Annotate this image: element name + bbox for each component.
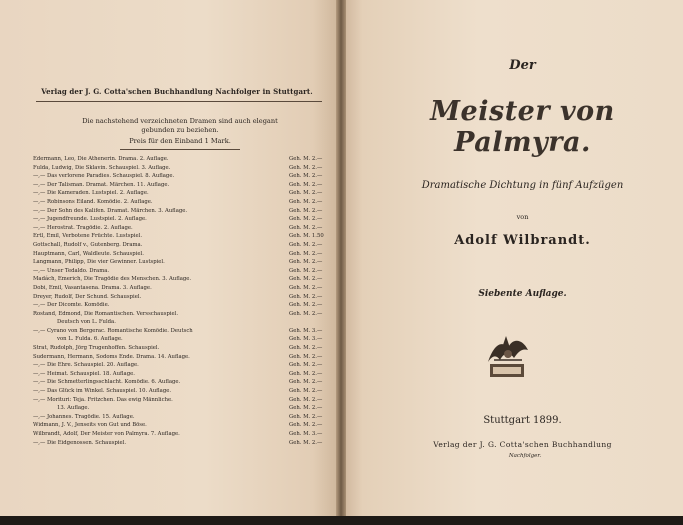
catalog-price: Geh. M. 2.—: [289, 250, 323, 257]
catalog-row: [33, 250, 333, 259]
catalog-price: Geh. M. 2.—: [289, 181, 323, 188]
catalog-entry: —,— Der Talisman. Dramat. Märchen. 11. Auflage.: [33, 181, 170, 188]
intro-line-1: Die nachstehend verzeichneten Dramen sind auch elegant: [82, 117, 278, 125]
catalog-row: [33, 198, 333, 207]
price-rule: [120, 149, 240, 150]
author-name: Adolf Wilbrandt.: [454, 233, 591, 248]
by-line: von: [516, 213, 529, 221]
catalog-price: Geh. M. 2.—: [289, 302, 323, 309]
catalog-price: Geh. M. 2.—: [289, 173, 323, 180]
catalog-entry: —,— Heimat. Schauspiel. 18. Auflage.: [33, 370, 135, 377]
catalog-row: [33, 241, 333, 250]
catalog-row: [33, 155, 333, 164]
catalog-entry: Sudermann, Hermann, Sodoms Ende. Drama. 14. Auflage.: [33, 353, 190, 360]
catalog-entry: —,— Das Glück im Winkel. Schauspiel. 10. Auflage.: [33, 388, 172, 395]
catalog-price: Geh. M. 3.—: [289, 327, 323, 334]
catalog-row: [33, 258, 333, 267]
catalog-price: Geh. M. 2.—: [289, 310, 323, 317]
catalog-row: [33, 396, 333, 405]
catalog-price: Geh. M. 2.—: [289, 241, 323, 248]
catalog-row: [33, 181, 333, 190]
catalog-list: [33, 155, 333, 447]
catalog-price: Geh. M. 2.—: [289, 164, 323, 171]
catalog-entry: —,— Die Kameraden. Lustspiel. 2. Auflage.: [33, 190, 149, 197]
catalog-row: [33, 413, 333, 422]
catalog-row: [33, 293, 333, 302]
catalog-price: Geh. M. 1.50: [289, 233, 324, 240]
catalog-entry: Langmann, Philipp, Die vier Gewinner. Lustspiel.: [33, 259, 165, 266]
catalog-price: Geh. M. 2.—: [289, 439, 323, 446]
catalog-price: Geh. M. 2.—: [289, 267, 323, 274]
catalog-row: [33, 327, 333, 336]
catalog-row: [33, 430, 333, 439]
catalog-row: [33, 207, 333, 216]
catalog-row: [33, 301, 333, 310]
catalog-row: [33, 361, 333, 370]
title-article: Der: [509, 58, 536, 73]
catalog-entry: —,— Morituri: Teja. Fritzchen. Das ewig Männliche.: [33, 396, 173, 403]
edition-statement: Siebente Auflage.: [478, 289, 567, 299]
catalog-price: Geh. M. 2.—: [289, 345, 323, 352]
catalog-row: [33, 189, 333, 198]
catalog-row: [33, 344, 333, 353]
catalog-row: [33, 439, 333, 448]
catalog-entry: —,— Die Schmetterlingsschlacht. Komödie. 6. Auflage.: [33, 379, 181, 386]
catalog-price: Geh. M. 2.—: [289, 293, 323, 300]
publisher-emblem-icon: [484, 334, 532, 380]
catalog-price: Geh. M. 2.—: [289, 388, 323, 395]
catalog-entry: Hauptmann, Carl, Waldleute. Schauspiel.: [33, 250, 144, 257]
catalog-entry: 13. Auflage.: [57, 405, 90, 412]
catalog-entry: —,— Jugendfreunde. Lustspiel. 2. Auflage.: [33, 216, 147, 223]
catalog-entry: —,— Der Sohn des Kalifen. Dramat. Märchen. 3. Auflage.: [33, 207, 188, 214]
catalog-price: Geh. M. 2.—: [289, 284, 323, 291]
catalog-entry: —,— Unser Tedaldo. Drama.: [33, 267, 110, 274]
catalog-price: Geh. M. 2.—: [289, 207, 323, 214]
catalog-entry: Rostand, Edmond, Die Romantischen. Versschauspiel.: [33, 310, 179, 317]
bottom-edge: [0, 516, 683, 525]
catalog-row: [33, 353, 333, 362]
book-spine: [336, 0, 346, 525]
city-year: Stuttgart 1899.: [483, 415, 562, 426]
catalog-price: Geh. M. 2.—: [289, 259, 323, 266]
catalog-entry: —,— Robinsons Eiland. Komödie. 2. Auflage.: [33, 198, 153, 205]
catalog-price: Geh. M. 2.—: [289, 422, 323, 429]
publisher-imprint: Verlag der J. G. Cotta'schen Buchhandlung: [433, 440, 612, 449]
publisher-successor: Nachfolger.: [508, 453, 542, 459]
catalog-row: [33, 318, 333, 327]
catalog-row: [33, 275, 333, 284]
catalog-entry: —,— Johannes. Tragödie. 15. Auflage.: [33, 413, 135, 420]
catalog-entry: Dobi, Emil, Vasantasena. Drama. 3. Auflage.: [33, 284, 152, 291]
intro-line-2: gebunden zu beziehen.: [141, 126, 219, 134]
catalog-entry: Madách, Emerich, Die Tragödie des Menschen. 3. Auflage.: [33, 276, 192, 283]
book-subtitle: Dramatische Dichtung in fünf Aufzügen: [421, 180, 624, 191]
catalog-price: Geh. M. 2.—: [289, 190, 323, 197]
publisher-header: Verlag der J. G. Cotta'schen Buchhandlung Nachfolger in Stuttgart.: [41, 87, 313, 96]
catalog-price: Geh. M. 2.—: [289, 198, 323, 205]
catalog-row: [33, 370, 333, 379]
binding-price-note: Preis für den Einband 1 Mark.: [129, 137, 231, 145]
catalog-entry: Edermann, Leo, Die Athenerin. Drama. 2. Auflage.: [33, 156, 169, 162]
book-title: Meister von Palmyra.: [430, 96, 615, 158]
catalog-row: [33, 224, 333, 233]
catalog-row: [33, 267, 333, 276]
catalog-entry: von L. Fulda. 6. Auflage.: [57, 336, 123, 343]
catalog-entry: Fulda, Ludwig, Die Sklavin. Schauspiel. 3. Auflage.: [33, 164, 171, 171]
catalog-entry: —,— Herostrat. Tragödie. 2. Auflage.: [33, 224, 133, 231]
catalog-price: Geh. M. 2.—: [289, 396, 323, 403]
catalog-entry: Wilbrandt, Adolf, Der Meister von Palmyra. 7. Auflage.: [33, 431, 180, 437]
catalog-row: [33, 310, 333, 319]
catalog-price: Geh. M. 3.—: [289, 431, 323, 437]
catalog-row: [33, 335, 333, 344]
catalog-entry: Ertl, Emil, Verbotene Früchte. Lustspiel.: [33, 233, 143, 240]
catalog-row: [33, 232, 333, 241]
catalog-entry: Strat, Rudolph, Jörg Trugenhoffen. Schauspiel.: [33, 345, 160, 352]
catalog-row: [33, 164, 333, 173]
catalog-price: Geh. M. 2.—: [289, 216, 323, 223]
catalog-price: Geh. M. 2.—: [289, 370, 323, 377]
catalog-price: Geh. M. 2.—: [289, 276, 323, 283]
header-rule: [36, 101, 322, 102]
catalog-entry: —,— Die Eidgenossen. Schauspiel.: [33, 439, 127, 446]
catalog-price: Geh. M. 2.—: [289, 353, 323, 360]
catalog-price: Geh. M. 2.—: [289, 224, 323, 231]
catalog-entry: —,— Cyrano von Bergerac. Romantische Komödie. Deutsch: [33, 327, 193, 334]
catalog-entry: —,— Das verlorene Paradies. Schauspiel. 8. Auflage.: [33, 173, 175, 180]
catalog-row: [33, 421, 333, 430]
catalog-row: [33, 172, 333, 181]
catalog-row: [33, 404, 333, 413]
catalog-entry: Dreyer, Rudolf, Der Schund. Schauspiel.: [33, 293, 142, 300]
catalog-row: [33, 284, 333, 293]
catalog-row: [33, 378, 333, 387]
catalog-entry: Deutsch von L. Fulda.: [57, 319, 116, 326]
catalog-entry: —,— Der Dicomte. Komödie.: [33, 302, 110, 309]
catalog-price: Geh. M. 2.—: [289, 379, 323, 386]
catalog-entry: —,— Die Ehre. Schauspiel. 20. Auflage.: [33, 362, 139, 369]
catalog-row: [33, 215, 333, 224]
catalog-price: Geh. M. 2.—: [289, 156, 323, 162]
catalog-entry: Widmann, J. V., Jenseits von Gut und Böse.: [33, 422, 147, 429]
catalog-price: Geh. M. 3.—: [289, 336, 323, 343]
catalog-row: [33, 387, 333, 396]
catalog-price: Geh. M. 2.—: [289, 362, 323, 369]
catalog-price: Geh. M. 2.—: [289, 405, 323, 412]
catalog-price: Geh. M. 2.—: [289, 413, 323, 420]
catalog-entry: Gottschall, Rudolf v., Gutenberg. Drama.: [33, 241, 143, 248]
catalog-intro: [40, 117, 320, 135]
